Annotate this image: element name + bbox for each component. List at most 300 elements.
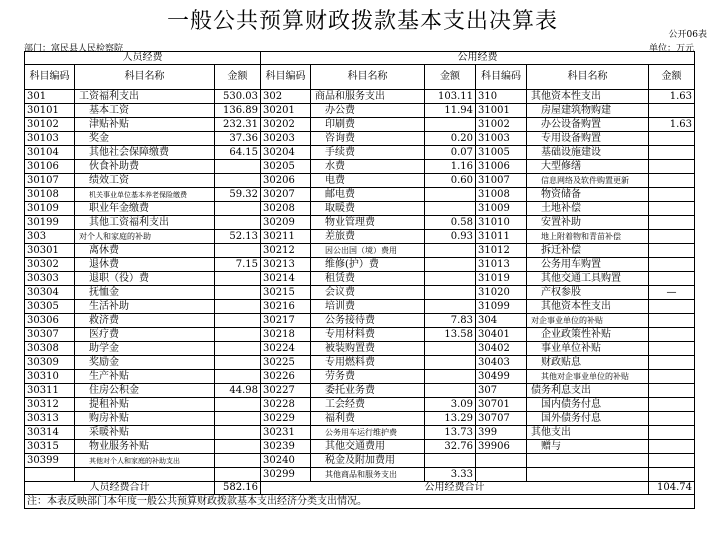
cell-amount: 52.13 xyxy=(215,230,261,244)
cell-name: 地上附着物和青苗补偿 xyxy=(527,230,649,244)
cell-amount xyxy=(215,412,261,426)
cell-amount xyxy=(425,286,476,300)
public-header: 公用经费 xyxy=(261,52,695,65)
cell-code: 304 xyxy=(476,314,527,328)
cell-name: 职业年金缴费 xyxy=(75,202,215,216)
cell-name: 物业管理费 xyxy=(311,216,425,230)
cell-code xyxy=(476,468,527,482)
report-title: 一般公共预算财政拨款基本支出决算表 xyxy=(166,9,558,34)
cell-amount: 530.03 xyxy=(215,90,261,104)
cell-code: 31012 xyxy=(476,244,527,258)
cell-name: 生产补贴 xyxy=(75,370,215,384)
cell-code: 30315 xyxy=(25,440,75,454)
cell-amount xyxy=(649,230,695,244)
cell-name xyxy=(527,468,649,482)
table-row xyxy=(25,468,695,482)
cell-amount xyxy=(649,398,695,412)
table-row xyxy=(25,188,695,202)
cell-code: 30310 xyxy=(25,370,75,384)
cell-name: 办公费 xyxy=(311,104,425,118)
table-row xyxy=(25,272,695,286)
col-amount: 金额 xyxy=(649,65,695,90)
cell-amount xyxy=(649,188,695,202)
cell-name: 专用材料费 xyxy=(311,328,425,342)
cell-name: 奖励金 xyxy=(75,356,215,370)
cell-code: 30212 xyxy=(261,244,311,258)
cell-name: 公务接待费 xyxy=(311,314,425,328)
cell-code: 30199 xyxy=(25,216,75,230)
cell-code: 399 xyxy=(476,426,527,440)
cell-code: 30107 xyxy=(25,174,75,188)
cell-amount xyxy=(215,342,261,356)
cell-amount xyxy=(215,202,261,216)
cell-name: 其他商品和服务支出 xyxy=(311,468,425,482)
cell-code: 30228 xyxy=(261,398,311,412)
cell-amount: 37.36 xyxy=(215,132,261,146)
cell-code: 31008 xyxy=(476,188,527,202)
cell-code: 31099 xyxy=(476,300,527,314)
cell-code: 30308 xyxy=(25,342,75,356)
table-column-header xyxy=(25,65,695,90)
department-label: 部门：富民县人民检察院 xyxy=(24,44,124,54)
public-total-value: 104.74 xyxy=(649,482,695,495)
table-row xyxy=(25,244,695,258)
cell-amount xyxy=(649,146,695,160)
cell-amount: 32.76 xyxy=(425,440,476,454)
cell-code: 30201 xyxy=(261,104,311,118)
cell-name: 咨询费 xyxy=(311,132,425,146)
col-code: 科目编码 xyxy=(261,65,311,90)
cell-name: 水费 xyxy=(311,160,425,174)
cell-amount xyxy=(215,286,261,300)
cell-amount xyxy=(215,272,261,286)
cell-amount: 103.11 xyxy=(425,90,476,104)
cell-code: 30239 xyxy=(261,440,311,454)
cell-name xyxy=(75,468,215,482)
cell-code: 30213 xyxy=(261,258,311,272)
cell-code xyxy=(476,454,527,468)
cell-amount xyxy=(425,244,476,258)
cell-code: 30217 xyxy=(261,314,311,328)
cell-amount: 0.60 xyxy=(425,174,476,188)
cell-name: 赠与 xyxy=(527,440,649,454)
cell-amount xyxy=(649,216,695,230)
cell-amount xyxy=(425,342,476,356)
cell-name: 邮电费 xyxy=(311,188,425,202)
cell-amount xyxy=(649,356,695,370)
col-code: 科目编码 xyxy=(25,65,75,90)
form-code: 公开06表 xyxy=(668,30,707,40)
cell-code: 30305 xyxy=(25,300,75,314)
cell-name: 安置补助 xyxy=(527,216,649,230)
cell-amount: 13.58 xyxy=(425,328,476,342)
cell-amount: 0.20 xyxy=(425,132,476,146)
cell-code: 31020 xyxy=(476,286,527,300)
totals-row xyxy=(25,482,695,495)
cell-code: 30204 xyxy=(261,146,311,160)
cell-code: 30309 xyxy=(25,356,75,370)
col-amount: 金额 xyxy=(215,65,261,90)
cell-amount: 3.33 xyxy=(425,468,476,482)
cell-name: 专用燃料费 xyxy=(311,356,425,370)
cell-code: 307 xyxy=(476,384,527,398)
cell-amount: 1.63 xyxy=(649,118,695,132)
cell-code: 30224 xyxy=(261,342,311,356)
col-name: 科目名称 xyxy=(75,65,215,90)
cell-name: 奖金 xyxy=(75,132,215,146)
table-row xyxy=(25,146,695,160)
table-row xyxy=(25,398,695,412)
table-note: 注：本表反映部门本年度一般公共预算财政拨款基本支出经济分类支出情况。 xyxy=(25,495,695,509)
cell-amount xyxy=(425,300,476,314)
col-name: 科目名称 xyxy=(311,65,425,90)
table-row xyxy=(25,384,695,398)
cell-code: 31001 xyxy=(476,104,527,118)
table-row xyxy=(25,258,695,272)
cell-code: 30302 xyxy=(25,258,75,272)
table-row xyxy=(25,160,695,174)
cell-code: 30306 xyxy=(25,314,75,328)
table-row xyxy=(25,202,695,216)
cell-code: 30299 xyxy=(261,468,311,482)
cell-code: 30205 xyxy=(261,160,311,174)
cell-name: 其他资本性支出 xyxy=(527,300,649,314)
cell-code: 30311 xyxy=(25,384,75,398)
cell-code: 30104 xyxy=(25,146,75,160)
cell-name: 税金及附加费用 xyxy=(311,454,425,468)
cell-code: 30701 xyxy=(476,398,527,412)
cell-amount xyxy=(649,272,695,286)
table-row xyxy=(25,174,695,188)
cell-code: 30211 xyxy=(261,230,311,244)
cell-amount: 13.73 xyxy=(425,426,476,440)
cell-name: 国外债务付息 xyxy=(527,412,649,426)
cell-code: 30202 xyxy=(261,118,311,132)
cell-amount xyxy=(649,314,695,328)
cell-amount xyxy=(215,160,261,174)
cell-code: 31011 xyxy=(476,230,527,244)
cell-code: 30304 xyxy=(25,286,75,300)
cell-name: 国内债务付息 xyxy=(527,398,649,412)
cell-amount xyxy=(425,384,476,398)
cell-code: 30403 xyxy=(476,356,527,370)
cell-name: 因公出国（境）费用 xyxy=(311,244,425,258)
cell-code: 310 xyxy=(476,90,527,104)
table-row xyxy=(25,328,695,342)
cell-name: 对个人和家庭的补助 xyxy=(75,230,215,244)
cell-code: 30231 xyxy=(261,426,311,440)
cell-amount xyxy=(215,440,261,454)
cell-name: 租赁费 xyxy=(311,272,425,286)
cell-amount xyxy=(425,202,476,216)
cell-name: 被装购置费 xyxy=(311,342,425,356)
col-amount: 金额 xyxy=(425,65,476,90)
cell-code: 30108 xyxy=(25,188,75,202)
cell-amount: 7.83 xyxy=(425,314,476,328)
cell-name: 公务用车运行维护费 xyxy=(311,426,425,440)
cell-name: 其他交通工具购置 xyxy=(527,272,649,286)
cell-code: 30399 xyxy=(25,454,75,468)
cell-amount xyxy=(649,174,695,188)
table-row xyxy=(25,132,695,146)
cell-name: 工资福利支出 xyxy=(75,90,215,104)
cell-name: 离休费 xyxy=(75,244,215,258)
cell-amount xyxy=(649,300,695,314)
cell-code: 30240 xyxy=(261,454,311,468)
cell-name: 手续费 xyxy=(311,146,425,160)
cell-name: 机关事业单位基本养老保险缴费 xyxy=(75,188,215,202)
personnel-total-value: 582.16 xyxy=(215,482,261,495)
table-row xyxy=(25,370,695,384)
cell-amount xyxy=(215,468,261,482)
cell-amount: 0.93 xyxy=(425,230,476,244)
cell-name: 产权参股 xyxy=(527,286,649,300)
table-row xyxy=(25,454,695,468)
cell-amount xyxy=(215,356,261,370)
cell-name: 其他对企事业单位的补贴 xyxy=(527,370,649,384)
cell-amount xyxy=(215,300,261,314)
cell-code: 31010 xyxy=(476,216,527,230)
cell-amount xyxy=(649,412,695,426)
cell-amount xyxy=(649,160,695,174)
cell-name: 工会经费 xyxy=(311,398,425,412)
cell-amount: 136.89 xyxy=(215,104,261,118)
table-row xyxy=(25,314,695,328)
cell-name: 其他支出 xyxy=(527,426,649,440)
cell-name: 医疗费 xyxy=(75,328,215,342)
cell-name: 住房公积金 xyxy=(75,384,215,398)
cell-code: 30103 xyxy=(25,132,75,146)
cell-amount xyxy=(649,454,695,468)
cell-amount xyxy=(425,118,476,132)
cell-name: 助学金 xyxy=(75,342,215,356)
cell-amount xyxy=(649,426,695,440)
col-code: 科目编码 xyxy=(476,65,527,90)
cell-name: 企业政策性补贴 xyxy=(527,328,649,342)
cell-name: 印刷费 xyxy=(311,118,425,132)
cell-name: 绩效工资 xyxy=(75,174,215,188)
cell-name: 委托业务费 xyxy=(311,384,425,398)
cell-amount xyxy=(215,216,261,230)
table-row xyxy=(25,286,695,300)
cell-code: 30106 xyxy=(25,160,75,174)
table-row xyxy=(25,118,695,132)
cell-name: 抚恤金 xyxy=(75,286,215,300)
cell-code: 30707 xyxy=(476,412,527,426)
cell-amount xyxy=(425,258,476,272)
cell-code: 301 xyxy=(25,90,75,104)
cell-amount xyxy=(649,342,695,356)
cell-amount xyxy=(215,426,261,440)
table-row xyxy=(25,230,695,244)
cell-amount xyxy=(649,104,695,118)
cell-code: 30312 xyxy=(25,398,75,412)
cell-name: 物业服务补贴 xyxy=(75,440,215,454)
cell-code: 31005 xyxy=(476,146,527,160)
cell-code: 30203 xyxy=(261,132,311,146)
cell-name: 取暖费 xyxy=(311,202,425,216)
table-row xyxy=(25,426,695,440)
cell-name: 生活补助 xyxy=(75,300,215,314)
cell-amount xyxy=(649,244,695,258)
cell-code: 30208 xyxy=(261,202,311,216)
cell-amount xyxy=(649,384,695,398)
cell-name: 提租补贴 xyxy=(75,398,215,412)
cell-code: 30215 xyxy=(261,286,311,300)
cell-name: 办公设备购置 xyxy=(527,118,649,132)
cell-code: 30313 xyxy=(25,412,75,426)
expenditure-table xyxy=(24,51,695,509)
cell-name: 专用设备购置 xyxy=(527,132,649,146)
cell-name: 拆迁补偿 xyxy=(527,244,649,258)
cell-amount xyxy=(215,398,261,412)
cell-code xyxy=(25,468,75,482)
cell-amount xyxy=(649,258,695,272)
cell-name: 债务利息支出 xyxy=(527,384,649,398)
cell-code: 31003 xyxy=(476,132,527,146)
cell-code: 30216 xyxy=(261,300,311,314)
cell-code: 302 xyxy=(261,90,311,104)
cell-name: 伙食补助费 xyxy=(75,160,215,174)
cell-code: 30218 xyxy=(261,328,311,342)
cell-name: 大型修缮 xyxy=(527,160,649,174)
cell-amount: 64.15 xyxy=(215,146,261,160)
cell-amount xyxy=(215,370,261,384)
cell-amount xyxy=(649,370,695,384)
cell-code: 39906 xyxy=(476,440,527,454)
cell-name: 会议费 xyxy=(311,286,425,300)
cell-amount xyxy=(215,244,261,258)
unit-label: 单位：万元 xyxy=(648,44,694,54)
cell-name: 对企事业单位的补贴 xyxy=(527,314,649,328)
cell-code: 30314 xyxy=(25,426,75,440)
cell-amount: 1.16 xyxy=(425,160,476,174)
cell-amount xyxy=(215,314,261,328)
cell-code: 31013 xyxy=(476,258,527,272)
cell-amount: 0.58 xyxy=(425,216,476,230)
note-row xyxy=(25,495,695,509)
cell-code: 31006 xyxy=(476,160,527,174)
cell-name: 维修(护）费 xyxy=(311,258,425,272)
cell-name: 其他工资福利支出 xyxy=(75,216,215,230)
table-row xyxy=(25,104,695,118)
cell-code: 31019 xyxy=(476,272,527,286)
table-row xyxy=(25,300,695,314)
table-row xyxy=(25,342,695,356)
cell-amount: 1.63 xyxy=(649,90,695,104)
personnel-header: 人员经费 xyxy=(25,52,261,65)
cell-code: 31009 xyxy=(476,202,527,216)
table-row xyxy=(25,356,695,370)
cell-code: 30229 xyxy=(261,412,311,426)
cell-code: 30209 xyxy=(261,216,311,230)
cell-code: 31007 xyxy=(476,174,527,188)
public-total-label: 公用经费合计 xyxy=(261,482,649,495)
cell-amount xyxy=(215,174,261,188)
cell-amount xyxy=(649,328,695,342)
cell-name: 土地补偿 xyxy=(527,202,649,216)
cell-name: 其他对个人和家庭的补助支出 xyxy=(75,454,215,468)
cell-amount xyxy=(425,370,476,384)
cell-amount xyxy=(649,440,695,454)
cell-amount: 3.09 xyxy=(425,398,476,412)
personnel-total-label: 人员经费合计 xyxy=(25,482,215,495)
cell-name: 基本工资 xyxy=(75,104,215,118)
cell-code: 30214 xyxy=(261,272,311,286)
cell-amount: 232.31 xyxy=(215,118,261,132)
cell-amount xyxy=(215,454,261,468)
cell-code: 30109 xyxy=(25,202,75,216)
table-row xyxy=(25,440,695,454)
cell-code: 30303 xyxy=(25,272,75,286)
cell-name: 基础设施建设 xyxy=(527,146,649,160)
cell-name: 福利费 xyxy=(311,412,425,426)
cell-code: 30499 xyxy=(476,370,527,384)
cell-name: 其他交通费用 xyxy=(311,440,425,454)
table-row xyxy=(25,90,695,104)
table-group-header xyxy=(25,52,695,65)
cell-name: 公务用车购置 xyxy=(527,258,649,272)
cell-amount xyxy=(649,132,695,146)
cell-name: 劳务费 xyxy=(311,370,425,384)
cell-name: 事业单位补贴 xyxy=(527,342,649,356)
cell-code: 31002 xyxy=(476,118,527,132)
cell-name: 采暖补贴 xyxy=(75,426,215,440)
cell-code: 30206 xyxy=(261,174,311,188)
cell-code: 30401 xyxy=(476,328,527,342)
table-row xyxy=(25,412,695,426)
cell-code: 303 xyxy=(25,230,75,244)
cell-code: 30102 xyxy=(25,118,75,132)
cell-amount: 7.15 xyxy=(215,258,261,272)
cell-amount xyxy=(425,188,476,202)
cell-amount: 44.98 xyxy=(215,384,261,398)
cell-name: 商品和服务支出 xyxy=(311,90,425,104)
cell-code: 30301 xyxy=(25,244,75,258)
cell-name: 其他资本性支出 xyxy=(527,90,649,104)
cell-name: 津贴补贴 xyxy=(75,118,215,132)
cell-code: 30207 xyxy=(261,188,311,202)
cell-name: 其他社会保障缴费 xyxy=(75,146,215,160)
cell-name: 信息网络及软件购置更新 xyxy=(527,174,649,188)
cell-name: 电费 xyxy=(311,174,425,188)
cell-name: 房屋建筑物购建 xyxy=(527,104,649,118)
cell-amount xyxy=(649,468,695,482)
cell-amount: — xyxy=(649,286,695,300)
cell-amount xyxy=(425,272,476,286)
table-row xyxy=(25,216,695,230)
cell-amount xyxy=(215,328,261,342)
cell-code: 30226 xyxy=(261,370,311,384)
cell-amount: 0.07 xyxy=(425,146,476,160)
cell-code: 30402 xyxy=(476,342,527,356)
cell-name: 退休费 xyxy=(75,258,215,272)
cell-code: 30225 xyxy=(261,356,311,370)
cell-amount: 11.94 xyxy=(425,104,476,118)
cell-name: 救济费 xyxy=(75,314,215,328)
cell-name: 差旅费 xyxy=(311,230,425,244)
cell-code: 30307 xyxy=(25,328,75,342)
cell-amount xyxy=(425,356,476,370)
cell-code: 30227 xyxy=(261,384,311,398)
cell-name: 物资储备 xyxy=(527,188,649,202)
cell-name: 退职（役）费 xyxy=(75,272,215,286)
cell-amount: 13.29 xyxy=(425,412,476,426)
cell-name: 财政贴息 xyxy=(527,356,649,370)
cell-amount: 59.32 xyxy=(215,188,261,202)
cell-name: 购房补贴 xyxy=(75,412,215,426)
cell-amount xyxy=(425,454,476,468)
